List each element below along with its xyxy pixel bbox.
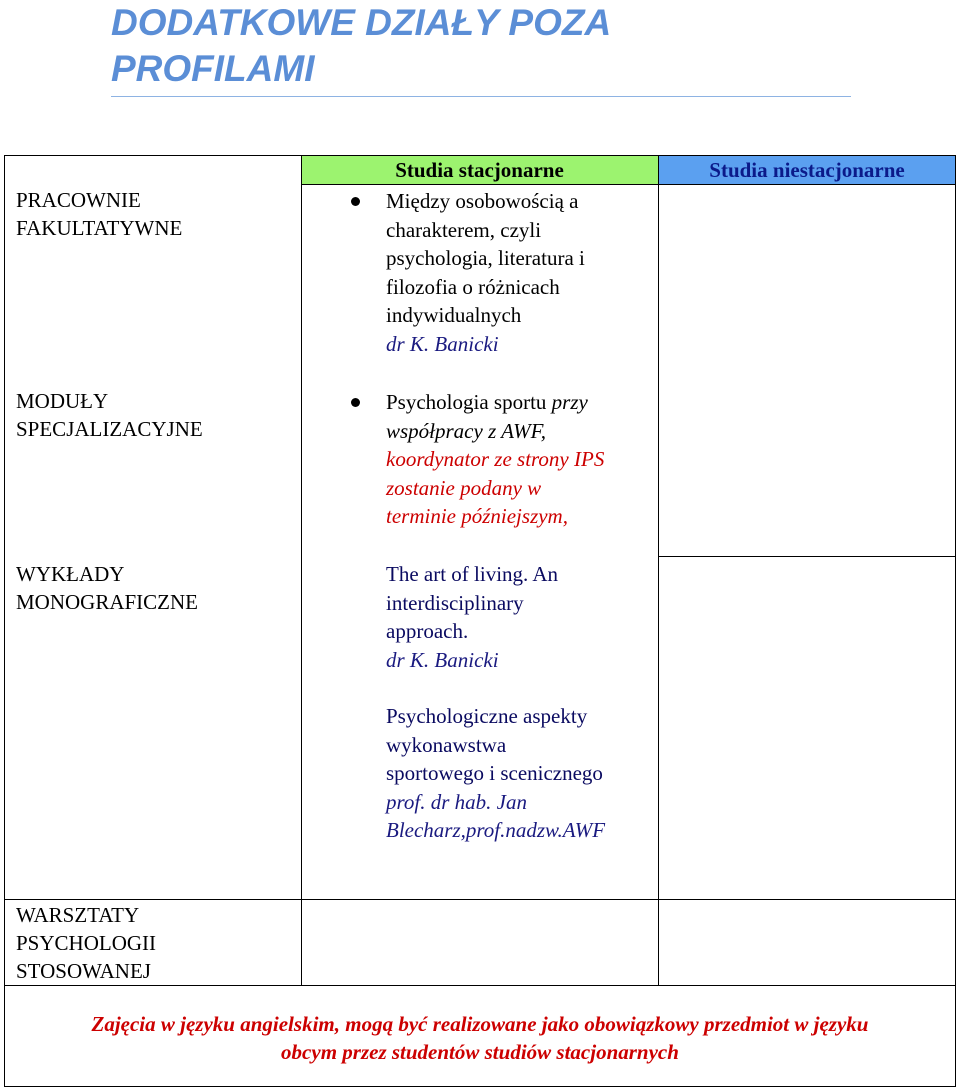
bullet-icon: [351, 197, 360, 206]
lecturer-name: Blecharz,prof.nadzw.AWF: [386, 818, 606, 842]
row-label-pracownie: PRACOWNIE FAKULTATYWNE: [16, 188, 183, 240]
footer-note: Zajęcia w języku angielskim, mogą być realizowane jako obowiązkowy przedmiot w języku obcym przez studentów studiów stacjonarnych: [91, 1012, 869, 1064]
lecturer-name: dr K. Banicki: [386, 331, 499, 356]
header-stationary: Studia stacjonarne: [395, 158, 564, 182]
course-pracownie: Między osobowością a charakterem, czyli psychologia, literatura i filozofia o różnicach indywidualnych dr K. Banicki: [386, 187, 585, 358]
course-wyklady-1: The art of living. An interdisciplinary approach. dr K. Banicki: [386, 560, 558, 674]
page-title-line-1: DODATKOWE DZIAŁY POZA: [111, 2, 612, 43]
lecturer-name: prof. dr hab. Jan: [386, 789, 527, 814]
row-label-moduly: MODUŁY SPECJALIZACYJNE: [16, 389, 203, 441]
course-moduly: Psychologia sportu przy współpracy z AWF, koordynator ze strony IPS zostanie podany w terminie późniejszym,: [386, 390, 605, 528]
page-title: [111, 0, 871, 92]
page-title-line-2: PROFILAMI: [111, 48, 315, 89]
row-label-warsztaty: WARSZTATY PSYCHOLOGII STOSOWANEJ: [16, 903, 157, 983]
row-label-wyklady: WYKŁADY MONOGRAFICZNE: [16, 562, 199, 614]
course-wyklady-2: Psychologiczne aspekty wykonawstwa sportowego i scenicznego prof. dr hab. Jan Blecharz,prof.nadzw.AWF: [386, 702, 605, 845]
bullet-icon: [351, 398, 360, 407]
header-nonstationary: Studia niestacjonarne: [709, 158, 905, 182]
lecturer-name: dr K. Banicki: [386, 647, 499, 672]
title-underline: [111, 96, 851, 97]
